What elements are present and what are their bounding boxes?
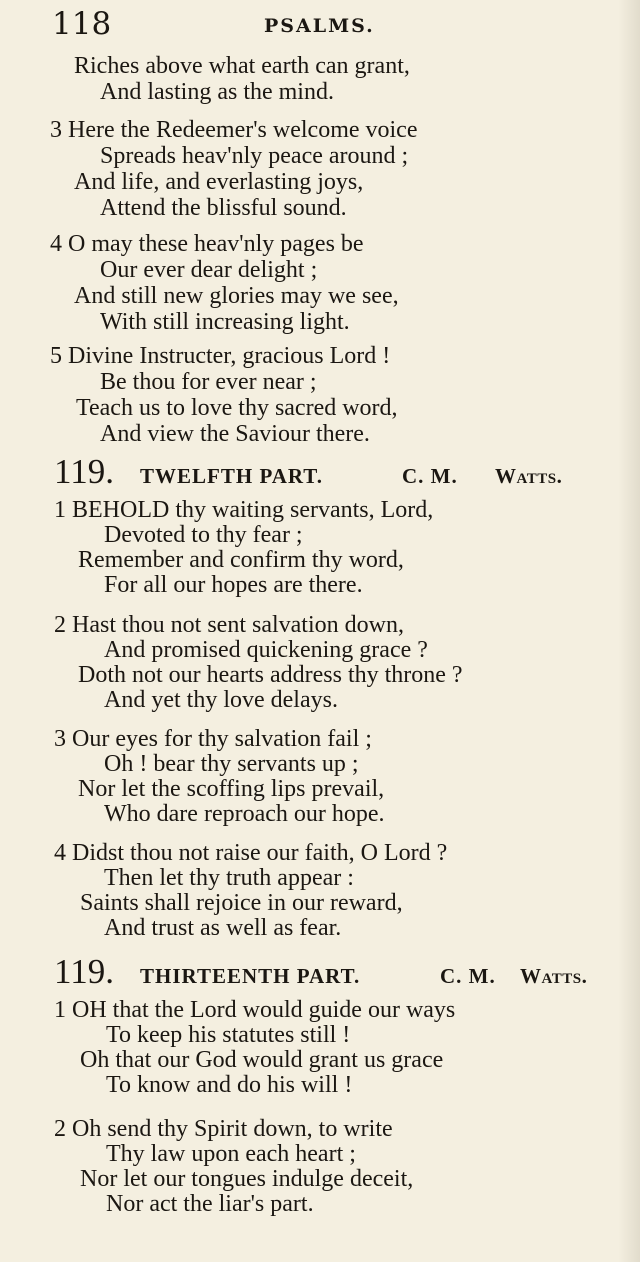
verse-line: 5 Divine Instructer, gracious Lord ! <box>50 343 391 369</box>
verse-line: Oh that our God would grant us grace <box>80 1047 444 1073</box>
verse-line: With still increasing light. <box>100 309 350 335</box>
verse-line: And yet thy love delays. <box>104 687 338 713</box>
verse-line: Spreads heav'nly peace around ; <box>100 143 409 169</box>
verse-line: Be thou for ever near ; <box>100 369 317 395</box>
verse-line: 2 Hast thou not sent salvation down, <box>54 612 404 638</box>
verse-line: 4 Didst thou not raise our faith, O Lord ? <box>54 840 448 866</box>
hymn-number: 119 . <box>54 952 114 992</box>
verse-line: Riches above what earth can grant, <box>74 53 410 79</box>
hymn-heading <box>54 452 594 492</box>
verse-line: 3 Here the Redeemer's welcome voice <box>50 117 418 143</box>
hymn-part-title: TWELFTH PART. <box>140 464 323 488</box>
verse-line: 1 BEHOLD thy waiting servants, Lord, <box>54 497 434 523</box>
verse-line: And lasting as the mind. <box>100 79 334 105</box>
verse-line: Oh ! bear thy servants up ; <box>104 751 359 777</box>
verse-line: And life, and everlasting joys, <box>74 169 364 195</box>
verse-line: To keep his statutes still ! <box>106 1022 351 1048</box>
verse-line: Attend the blissful sound. <box>100 195 347 221</box>
verse-line: And trust as well as fear. <box>104 915 342 941</box>
page-number: 118 <box>52 6 112 42</box>
verse-line: Thy law upon each heart ; <box>106 1141 356 1167</box>
verse-line: Doth not our hearts address thy throne ? <box>78 662 463 688</box>
verse-line: 4 O may these heav'nly pages be <box>50 231 364 257</box>
hymn-heading <box>54 952 614 992</box>
page-header <box>52 4 612 44</box>
verse-line: 1 OH that the Lord would guide our ways <box>54 997 456 1023</box>
page-edge-shadow <box>618 0 640 1262</box>
verse-line: Remember and confirm thy word, <box>78 547 404 573</box>
verse-line: Saints shall rejoice in our reward, <box>80 890 403 916</box>
verse-line: Nor let the scoffing lips prevail, <box>78 776 385 802</box>
hymn-author: Watts. <box>495 464 563 488</box>
verse-line: Teach us to love thy sacred word, <box>76 395 398 421</box>
verse-line: Devoted to thy fear ; <box>104 522 303 548</box>
verse-line: Nor act the liar's part. <box>106 1191 314 1217</box>
verse-line: Who dare reproach our hope. <box>104 801 385 827</box>
verse-line: 3 Our eyes for thy salvation fail ; <box>54 726 372 752</box>
verse-line: Then let thy truth appear : <box>104 865 354 891</box>
running-title: PSALMS. <box>264 15 375 37</box>
verse-line: For all our hopes are there. <box>104 572 363 598</box>
verse-line: And still new glories may we see, <box>74 283 399 309</box>
hymn-meter: C. M. <box>440 964 496 988</box>
verse-line: Nor let our tongues indulge deceit, <box>80 1166 414 1192</box>
hymn-author: Watts. <box>520 964 588 988</box>
verse-line: And promised quickening grace ? <box>104 637 428 663</box>
hymn-number: 119 . <box>54 452 114 492</box>
verse-line: 2 Oh send thy Spirit down, to write <box>54 1116 393 1142</box>
verse-line: Our ever dear delight ; <box>100 257 318 283</box>
verse-line: And view the Saviour there. <box>100 421 370 447</box>
verse-line: To know and do his will ! <box>106 1072 353 1098</box>
hymn-part-title: THIRTEENTH PART. <box>140 964 361 988</box>
hymn-meter: C. M. <box>402 464 458 488</box>
